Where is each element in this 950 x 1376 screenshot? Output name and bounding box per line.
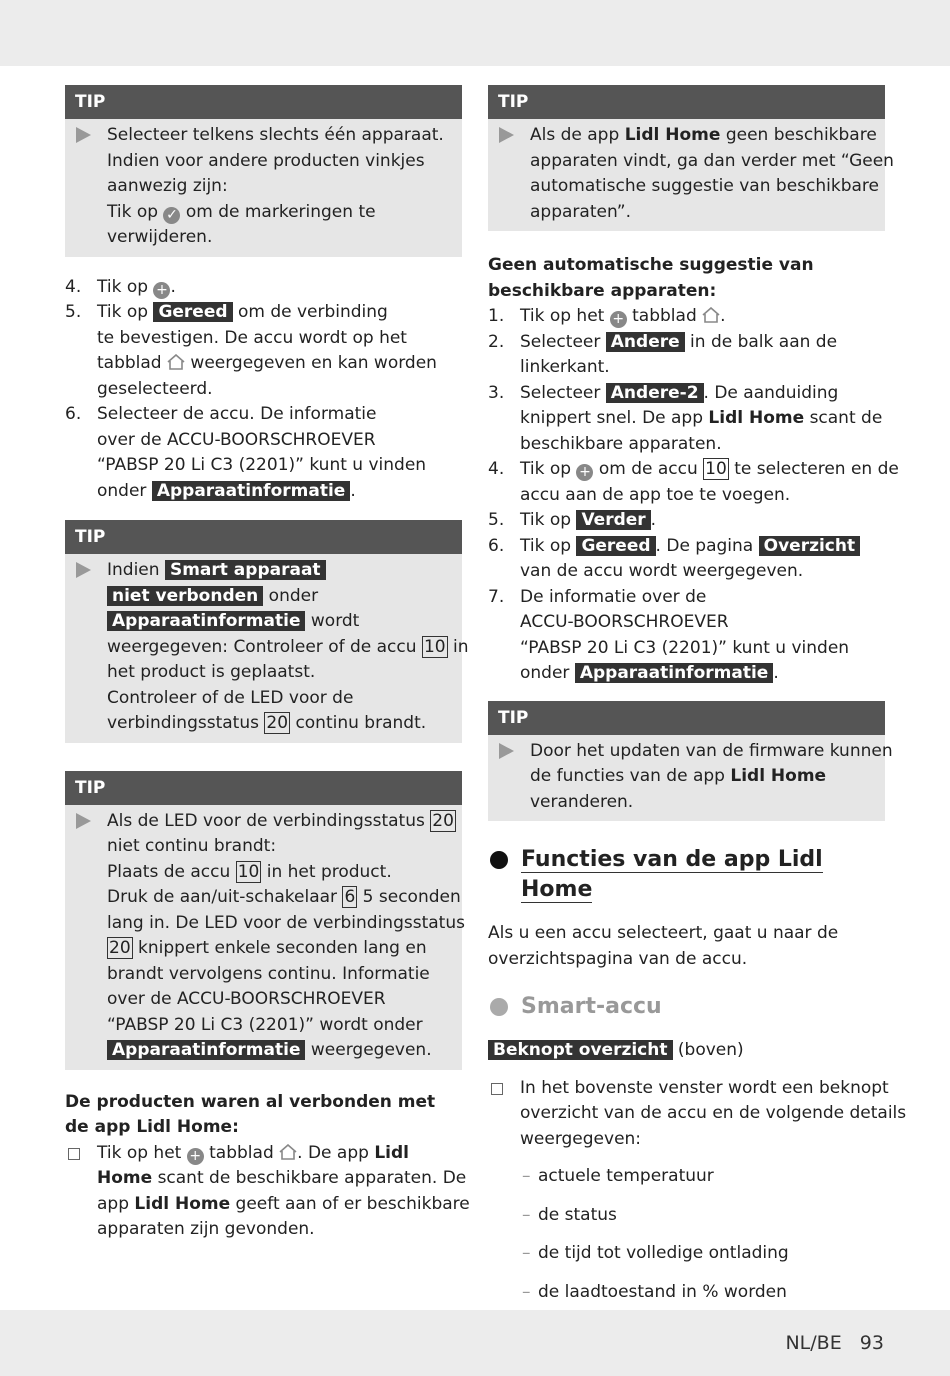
plus-icon: + [576,464,593,481]
ui-label-tag: Apparaatinformatie [575,663,773,683]
summary-bullet [488,1076,907,1153]
plus-icon: + [187,1148,204,1165]
ui-label-tag: Apparaatinformatie [107,1040,305,1060]
paragraph-line: Als u een accu selecteert, gaat u naar de [488,923,839,943]
subsection-title [488,992,885,1022]
list-item-cont: te bevestigen. De accu wordt op het [97,327,407,348]
ui-label-tag: Gereed [576,536,655,556]
part-number: 20 [109,938,131,958]
list-item: – de status [522,1204,617,1225]
tip-text: Door het updaten van de firmware kunnen [530,740,893,761]
list-item-cont: “PABSP 20 Li C3 (2201)” kunt u vinden [520,637,850,658]
list-item-cont: knippert snel. De app Lidl Home scant de [520,408,883,428]
connected-section [65,1090,470,1243]
ui-label-tag: Apparaatinformatie [152,481,350,501]
bullet-item-cont: apparaten zijn gevonden. [97,1219,315,1239]
tip-text: “PABSP 20 Li C3 (2201)” wordt onder [107,1014,423,1035]
tip-body [488,119,894,231]
tip-text: Apparaatinformatie weergegeven. [107,1038,452,1064]
bullet-dot-icon [490,851,508,869]
tip-text: Tik op ✓ om de markeringen te [107,201,376,223]
tip-text: lang in. De LED voor de verbindingsstatus [107,912,465,933]
list-item: 5. Tik op Gereed om de verbinding [65,302,388,322]
summary-label-line: Beknopt overzicht (boven) [488,1038,885,1064]
home-icon [167,354,185,370]
list-item-cont: onder Apparaatinformatie . [520,663,779,683]
list-item: 1. Tik op het + tabblad . [488,306,726,327]
tip-body [65,119,462,257]
details-list [488,1164,885,1305]
bullet-dot-icon [490,998,508,1016]
bullet-item-cont: weergegeven: [520,1128,642,1149]
tip-text: Controleer of de LED voor de [107,687,354,708]
part-number: 10 [423,636,446,657]
part-number: 20 [266,713,289,733]
tip-box-1 [65,85,462,257]
intro-paragraph [488,921,885,972]
list-item: 4. Tik op + om de accu 10 te selecteren en de [488,459,899,480]
arrow-icon [499,127,514,143]
ui-label-tag: Overzicht [759,536,860,556]
ui-label-tag: Gereed [153,302,232,322]
section-title-text: Functies van de app Lidl Home [521,847,823,902]
list-item-cont: van de accu wordt weergegeven. [520,561,804,581]
tip-text: de functies van de app Lidl Home [530,766,827,786]
ui-label-tag: Andere-2 [606,383,704,403]
tip-text: het product is geplaatst. [107,662,316,682]
check-icon: ✓ [163,207,180,224]
left-column [65,85,470,1243]
arrow-icon [76,127,91,143]
ui-label-tag: niet verbonden [107,586,263,606]
list-item: – de laadtoestand in % worden [522,1281,787,1302]
tip-body [65,554,469,743]
plus-icon: + [153,282,170,299]
arrow-icon [499,743,514,759]
tip-text: automatische suggestie van beschikbare [530,176,879,196]
tip-text: Als de LED voor de verbindingsstatus 20 [107,810,454,831]
tip-text: apparaten vindt, ga dan verder met “Geen [530,150,894,171]
tip-text: brandt vervolgens continu. Informatie [107,963,430,984]
ui-label-tag: Verder [576,510,650,530]
tip-body [65,805,465,1070]
steps-list [65,275,462,505]
list-item: 5. Tik op Verder . [488,510,657,530]
tip-text: over de ACCU-BOORSCHROEVER [107,989,386,1009]
list-item: – de tijd tot volledige ontlading [522,1243,789,1263]
tip-box-3 [65,771,465,1070]
arrow-icon [76,813,91,829]
tip-text: weergegeven: Controleer of de accu 10 in [107,636,469,657]
page-number: NL/BE 93 [785,1332,884,1354]
list-item-cont: linkerkant. [520,357,610,377]
checkbox-icon [68,1148,80,1160]
tip-text: Indien Smart apparaat [107,558,452,584]
tip-header: TIP [65,771,462,805]
bullet-item-cont: overzicht van de accu en de volgende details [520,1103,907,1123]
tip-box-2 [65,520,469,743]
tip-text: Als de app Lidl Home geen beschikbare [530,125,877,145]
tip-text: veranderen. [530,791,634,812]
tip-text: Apparaatinformatie wordt [107,609,452,635]
tip-header: TIP [488,701,885,735]
bullet-item: In het bovenste venster wordt een beknopt [488,1076,885,1102]
ui-label-tag: Smart apparaat [165,560,326,580]
tip-header: TIP [65,520,462,554]
section-title [488,845,885,905]
part-number: 10 [705,459,727,479]
tip-text: aanwezig zijn: [107,176,228,196]
section-heading: Geen automatische suggestie van [488,255,814,275]
part-number: 20 [432,810,454,831]
list-item: 6. Selecteer de accu. De informatie [65,404,377,424]
list-item: 4. Tik op + . [65,276,176,298]
list-item-cont: accu aan de app toe te voegen. [520,484,791,505]
top-band [0,0,950,66]
list-item: 7. De informatie over de [488,586,707,607]
list-item-cont: geselecteerd. [97,378,213,399]
tip-text: niet continu brandt: [107,836,277,856]
plus-icon: + [610,311,627,328]
tip-text: Selecteer telkens slechts één apparaat. [107,125,444,145]
list-item-cont: onder Apparaatinformatie . [97,480,356,501]
tip-box-5 [488,701,893,822]
home-icon [279,1144,297,1160]
list-item-cont: tabblad weergegeven en kan worden [97,353,437,373]
list-item: 3. Selecteer Andere-2 . De aanduiding [488,382,839,403]
tip-text: Druk de aan/uit-schakelaar 6 5 seconden [107,887,461,907]
list-item: 6. Tik op Gereed . De pagina Overzicht [488,534,885,560]
checkbox-icon [491,1083,503,1095]
tip-header: TIP [488,85,885,119]
tip-text: verbindingsstatus 20 continu brandt. [107,713,427,733]
list-item-cont: ACCU-BOORSCHROEVER [520,612,729,632]
list-item: – actuele temperatuur [522,1166,714,1186]
arrow-icon [76,562,91,578]
bullet-item: Tik op het + tabblad . De app Lidl [65,1141,462,1167]
bullet-item-cont: Home scant de beschikbare apparaten. De [97,1168,467,1188]
bullet-item-cont: app Lidl Home geeft aan of er beschikbare [97,1193,470,1214]
part-number: 6 [344,887,356,907]
list-item-cont: “PABSP 20 Li C3 (2201)” kunt u vinden [97,455,427,475]
tip-text: Indien voor andere producten vinkjes [107,150,425,171]
ui-label-tag: Beknopt overzicht [488,1040,673,1060]
right-column [488,85,907,1318]
paragraph-line: overzichtspagina van de accu. [488,948,748,969]
home-icon [702,307,720,323]
list-item-cont: beschikbare apparaten. [520,433,722,454]
tip-text: apparaten”. [530,201,632,222]
tip-text: Plaats de accu 10 in het product. [107,861,392,882]
tip-text: verwijderen. [107,227,213,247]
no-suggestion-section [488,253,899,687]
section-heading: beschikbare apparaten: [488,280,717,301]
part-number: 10 [237,861,260,882]
section-heading: De producten waren al verbonden met [65,1091,436,1112]
tip-text: 20 knippert enkele seconden lang en [109,938,427,958]
tip-body [488,735,893,822]
subsection-title-text: Smart-accu [521,994,662,1019]
tip-header: TIP [65,85,462,119]
tip-text: niet verbonden onder [107,584,452,610]
tip-box-4 [488,85,894,231]
list-item: 2. Selecteer Andere in de balk aan de [488,331,838,352]
ui-label-tag: Andere [606,332,685,352]
ui-label-tag: Apparaatinformatie [107,611,305,631]
section-heading: de app Lidl Home: [65,1117,239,1137]
list-item-cont: over de ACCU-BOORSCHROEVER [97,429,376,450]
